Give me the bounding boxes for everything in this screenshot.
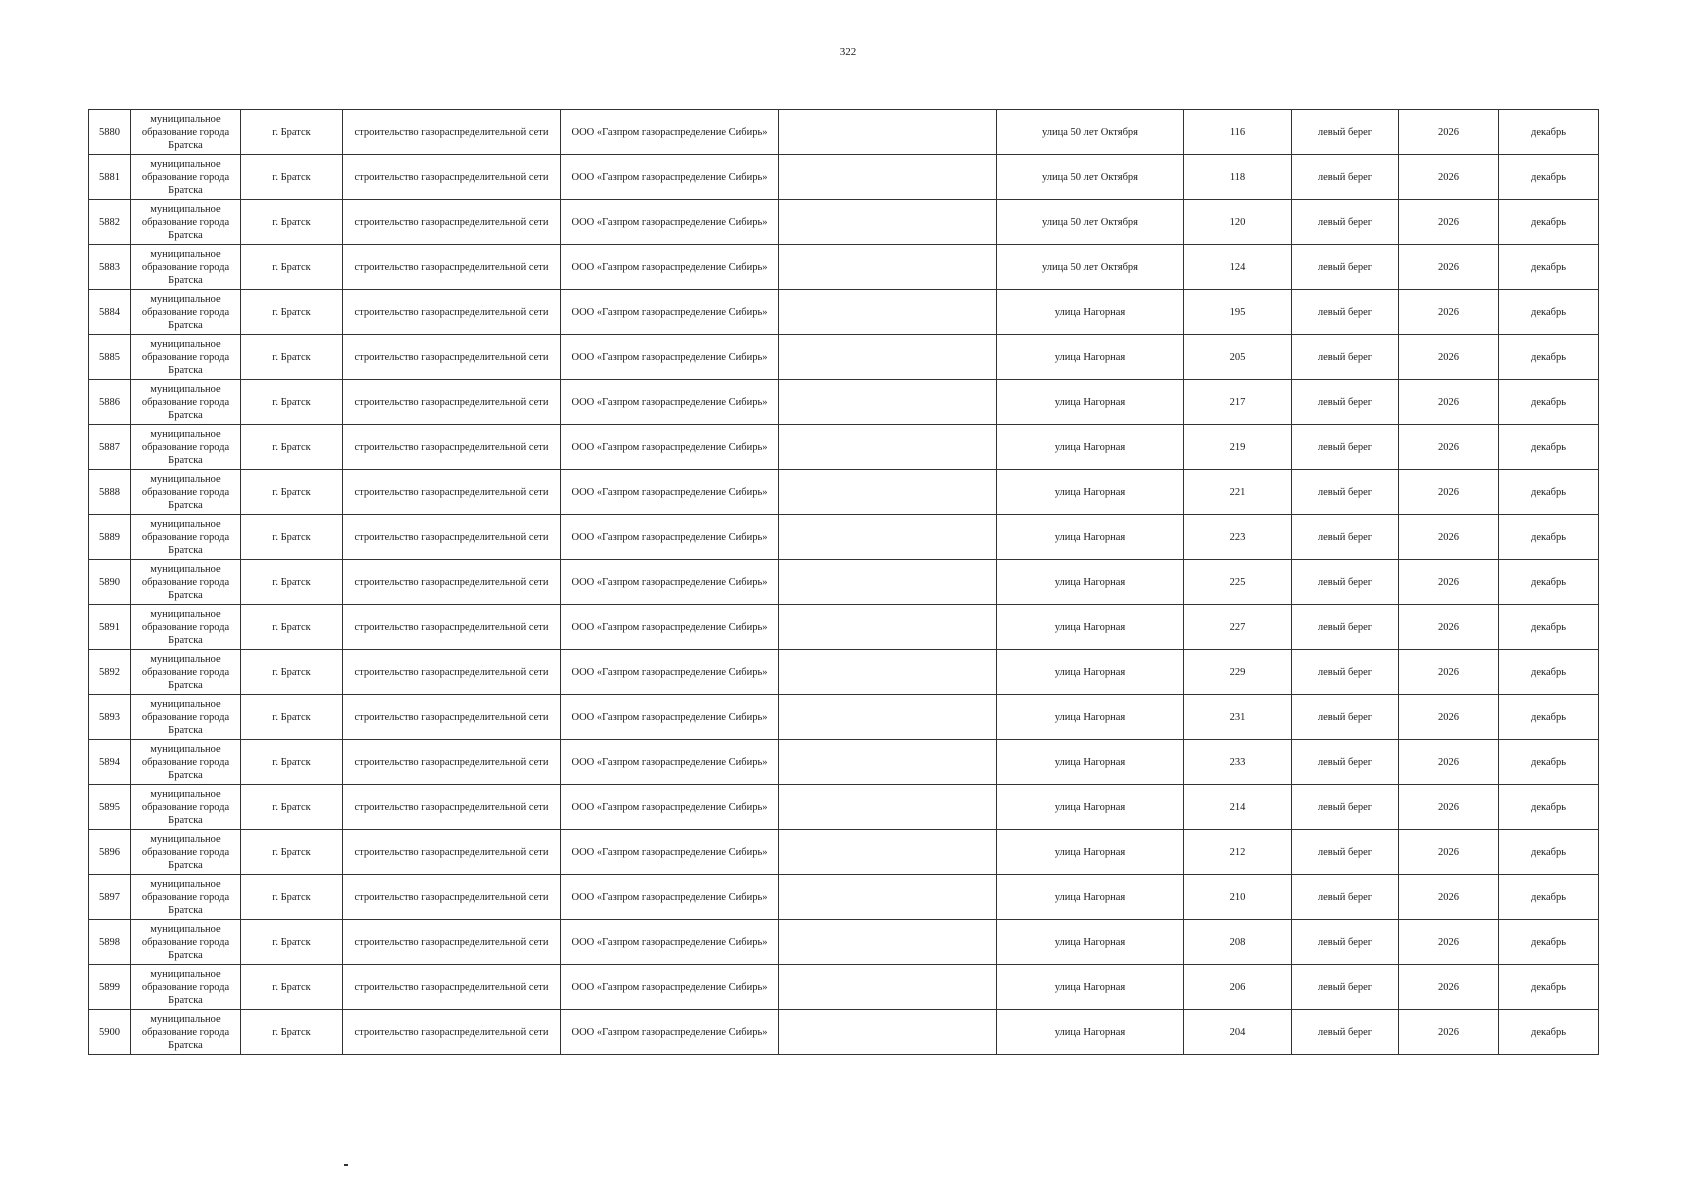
row-number-cell: 5880 (89, 110, 131, 155)
row-number-cell: 5894 (89, 740, 131, 785)
month-cell: декабрь (1499, 245, 1599, 290)
city-cell: г. Братск (241, 515, 343, 560)
table-row (89, 875, 1599, 920)
empty-cell (779, 965, 997, 1010)
house-number-cell: 206 (1184, 965, 1292, 1010)
city-cell: г. Братск (241, 740, 343, 785)
table-row (89, 110, 1599, 155)
empty-cell (779, 155, 997, 200)
municipality-cell: муниципальное образование города Братска (131, 830, 241, 875)
district-cell: левый берег (1292, 200, 1399, 245)
table-row (89, 155, 1599, 200)
month-cell: декабрь (1499, 560, 1599, 605)
organization-cell: ООО «Газпром газораспределение Сибирь» (561, 785, 779, 830)
city-cell: г. Братск (241, 875, 343, 920)
month-cell: декабрь (1499, 200, 1599, 245)
work-type-cell: строительство газораспределительной сети (343, 650, 561, 695)
empty-cell (779, 560, 997, 605)
work-type-cell: строительство газораспределительной сети (343, 965, 561, 1010)
district-cell: левый берег (1292, 785, 1399, 830)
city-cell: г. Братск (241, 785, 343, 830)
district-cell: левый берег (1292, 965, 1399, 1010)
house-number-cell: 214 (1184, 785, 1292, 830)
municipality-cell: муниципальное образование города Братска (131, 1010, 241, 1055)
month-cell: декабрь (1499, 155, 1599, 200)
month-cell: декабрь (1499, 380, 1599, 425)
district-cell: левый берег (1292, 110, 1399, 155)
empty-cell (779, 425, 997, 470)
year-cell: 2026 (1399, 560, 1499, 605)
row-number-cell: 5885 (89, 335, 131, 380)
district-cell: левый берег (1292, 920, 1399, 965)
table-row (89, 695, 1599, 740)
month-cell: декабрь (1499, 875, 1599, 920)
work-type-cell: строительство газораспределительной сети (343, 470, 561, 515)
organization-cell: ООО «Газпром газораспределение Сибирь» (561, 830, 779, 875)
city-cell: г. Братск (241, 830, 343, 875)
street-cell: улица Нагорная (997, 290, 1184, 335)
organization-cell: ООО «Газпром газораспределение Сибирь» (561, 335, 779, 380)
municipality-cell: муниципальное образование города Братска (131, 965, 241, 1010)
organization-cell: ООО «Газпром газораспределение Сибирь» (561, 290, 779, 335)
row-number-cell: 5889 (89, 515, 131, 560)
organization-cell: ООО «Газпром газораспределение Сибирь» (561, 515, 779, 560)
empty-cell (779, 245, 997, 290)
table-row (89, 335, 1599, 380)
empty-cell (779, 830, 997, 875)
organization-cell: ООО «Газпром газораспределение Сибирь» (561, 965, 779, 1010)
table-row (89, 965, 1599, 1010)
table-row (89, 200, 1599, 245)
year-cell: 2026 (1399, 335, 1499, 380)
table-row (89, 425, 1599, 470)
street-cell: улица Нагорная (997, 875, 1184, 920)
house-number-cell: 205 (1184, 335, 1292, 380)
work-type-cell: строительство газораспределительной сети (343, 695, 561, 740)
row-number-cell: 5890 (89, 560, 131, 605)
empty-cell (779, 605, 997, 650)
year-cell: 2026 (1399, 515, 1499, 560)
work-type-cell: строительство газораспределительной сети (343, 425, 561, 470)
district-cell: левый берег (1292, 560, 1399, 605)
organization-cell: ООО «Газпром газораспределение Сибирь» (561, 920, 779, 965)
house-number-cell: 233 (1184, 740, 1292, 785)
empty-cell (779, 470, 997, 515)
city-cell: г. Братск (241, 155, 343, 200)
house-number-cell: 217 (1184, 380, 1292, 425)
street-cell: улица Нагорная (997, 1010, 1184, 1055)
page-number: 322 (839, 46, 857, 58)
year-cell: 2026 (1399, 290, 1499, 335)
year-cell: 2026 (1399, 1010, 1499, 1055)
street-cell: улица Нагорная (997, 380, 1184, 425)
house-number-cell: 231 (1184, 695, 1292, 740)
empty-cell (779, 335, 997, 380)
empty-cell (779, 515, 997, 560)
street-cell: улица Нагорная (997, 335, 1184, 380)
year-cell: 2026 (1399, 830, 1499, 875)
municipality-cell: муниципальное образование города Братска (131, 785, 241, 830)
district-cell: левый берег (1292, 290, 1399, 335)
city-cell: г. Братск (241, 605, 343, 650)
street-cell: улица Нагорная (997, 785, 1184, 830)
street-cell: улица Нагорная (997, 830, 1184, 875)
district-cell: левый берег (1292, 245, 1399, 290)
table-row (89, 830, 1599, 875)
street-cell: улица Нагорная (997, 695, 1184, 740)
house-number-cell: 210 (1184, 875, 1292, 920)
month-cell: декабрь (1499, 965, 1599, 1010)
year-cell: 2026 (1399, 470, 1499, 515)
year-cell: 2026 (1399, 875, 1499, 920)
work-type-cell: строительство газораспределительной сети (343, 380, 561, 425)
table-row (89, 1010, 1599, 1055)
organization-cell: ООО «Газпром газораспределение Сибирь» (561, 695, 779, 740)
table-row (89, 740, 1599, 785)
street-cell: улица Нагорная (997, 515, 1184, 560)
city-cell: г. Братск (241, 920, 343, 965)
table-row (89, 785, 1599, 830)
table-row (89, 290, 1599, 335)
row-number-cell: 5881 (89, 155, 131, 200)
city-cell: г. Братск (241, 290, 343, 335)
house-number-cell: 221 (1184, 470, 1292, 515)
house-number-cell: 227 (1184, 605, 1292, 650)
city-cell: г. Братск (241, 200, 343, 245)
empty-cell (779, 380, 997, 425)
city-cell: г. Братск (241, 695, 343, 740)
district-cell: левый берег (1292, 470, 1399, 515)
municipality-cell: муниципальное образование города Братска (131, 290, 241, 335)
municipality-cell: муниципальное образование города Братска (131, 155, 241, 200)
year-cell: 2026 (1399, 380, 1499, 425)
city-cell: г. Братск (241, 650, 343, 695)
city-cell: г. Братск (241, 965, 343, 1010)
year-cell: 2026 (1399, 425, 1499, 470)
work-type-cell: строительство газораспределительной сети (343, 515, 561, 560)
row-number-cell: 5882 (89, 200, 131, 245)
year-cell: 2026 (1399, 920, 1499, 965)
empty-cell (779, 740, 997, 785)
house-number-cell: 219 (1184, 425, 1292, 470)
house-number-cell: 204 (1184, 1010, 1292, 1055)
empty-cell (779, 785, 997, 830)
month-cell: декабрь (1499, 830, 1599, 875)
organization-cell: ООО «Газпром газораспределение Сибирь» (561, 380, 779, 425)
organization-cell: ООО «Газпром газораспределение Сибирь» (561, 110, 779, 155)
organization-cell: ООО «Газпром газораспределение Сибирь» (561, 560, 779, 605)
row-number-cell: 5883 (89, 245, 131, 290)
house-number-cell: 212 (1184, 830, 1292, 875)
street-cell: улица Нагорная (997, 470, 1184, 515)
municipality-cell: муниципальное образование города Братска (131, 335, 241, 380)
district-cell: левый берег (1292, 650, 1399, 695)
house-number-cell: 208 (1184, 920, 1292, 965)
work-type-cell: строительство газораспределительной сети (343, 920, 561, 965)
year-cell: 2026 (1399, 155, 1499, 200)
row-number-cell: 5892 (89, 650, 131, 695)
organization-cell: ООО «Газпром газораспределение Сибирь» (561, 155, 779, 200)
organization-cell: ООО «Газпром газораспределение Сибирь» (561, 1010, 779, 1055)
stray-mark (344, 1164, 348, 1166)
month-cell: декабрь (1499, 470, 1599, 515)
table-row (89, 470, 1599, 515)
work-type-cell: строительство газораспределительной сети (343, 290, 561, 335)
year-cell: 2026 (1399, 110, 1499, 155)
city-cell: г. Братск (241, 560, 343, 605)
work-type-cell: строительство газораспределительной сети (343, 200, 561, 245)
work-type-cell: строительство газораспределительной сети (343, 740, 561, 785)
work-type-cell: строительство газораспределительной сети (343, 1010, 561, 1055)
street-cell: улица 50 лет Октября (997, 200, 1184, 245)
month-cell: декабрь (1499, 785, 1599, 830)
city-cell: г. Братск (241, 335, 343, 380)
empty-cell (779, 110, 997, 155)
street-cell: улица Нагорная (997, 605, 1184, 650)
table-row (89, 560, 1599, 605)
street-cell: улица Нагорная (997, 965, 1184, 1010)
row-number-cell: 5893 (89, 695, 131, 740)
month-cell: декабрь (1499, 920, 1599, 965)
work-type-cell: строительство газораспределительной сети (343, 830, 561, 875)
year-cell: 2026 (1399, 650, 1499, 695)
district-cell: левый берег (1292, 515, 1399, 560)
organization-cell: ООО «Газпром газораспределение Сибирь» (561, 875, 779, 920)
organization-cell: ООО «Газпром газораспределение Сибирь» (561, 200, 779, 245)
organization-cell: ООО «Газпром газораспределение Сибирь» (561, 650, 779, 695)
work-type-cell: строительство газораспределительной сети (343, 785, 561, 830)
organization-cell: ООО «Газпром газораспределение Сибирь» (561, 605, 779, 650)
table-row (89, 920, 1599, 965)
district-cell: левый берег (1292, 605, 1399, 650)
organization-cell: ООО «Газпром газораспределение Сибирь» (561, 470, 779, 515)
year-cell: 2026 (1399, 965, 1499, 1010)
table-row (89, 380, 1599, 425)
month-cell: декабрь (1499, 290, 1599, 335)
street-cell: улица 50 лет Октября (997, 110, 1184, 155)
row-number-cell: 5895 (89, 785, 131, 830)
year-cell: 2026 (1399, 605, 1499, 650)
municipality-cell: муниципальное образование города Братска (131, 695, 241, 740)
table-body (89, 110, 1599, 1055)
month-cell: декабрь (1499, 335, 1599, 380)
municipality-cell: муниципальное образование города Братска (131, 875, 241, 920)
municipality-cell: муниципальное образование города Братска (131, 110, 241, 155)
empty-cell (779, 1010, 997, 1055)
street-cell: улица Нагорная (997, 920, 1184, 965)
table-row (89, 605, 1599, 650)
year-cell: 2026 (1399, 200, 1499, 245)
street-cell: улица Нагорная (997, 650, 1184, 695)
district-cell: левый берег (1292, 695, 1399, 740)
house-number-cell: 124 (1184, 245, 1292, 290)
month-cell: декабрь (1499, 425, 1599, 470)
street-cell: улица 50 лет Октября (997, 245, 1184, 290)
city-cell: г. Братск (241, 1010, 343, 1055)
municipality-cell: муниципальное образование города Братска (131, 200, 241, 245)
work-type-cell: строительство газораспределительной сети (343, 335, 561, 380)
row-number-cell: 5897 (89, 875, 131, 920)
empty-cell (779, 695, 997, 740)
city-cell: г. Братск (241, 380, 343, 425)
row-number-cell: 5887 (89, 425, 131, 470)
work-type-cell: строительство газораспределительной сети (343, 155, 561, 200)
work-type-cell: строительство газораспределительной сети (343, 605, 561, 650)
municipality-cell: муниципальное образование города Братска (131, 560, 241, 605)
row-number-cell: 5899 (89, 965, 131, 1010)
street-cell: улица Нагорная (997, 740, 1184, 785)
municipality-cell: муниципальное образование города Братска (131, 470, 241, 515)
table-row (89, 650, 1599, 695)
district-cell: левый берег (1292, 830, 1399, 875)
empty-cell (779, 920, 997, 965)
municipality-cell: муниципальное образование города Братска (131, 920, 241, 965)
month-cell: декабрь (1499, 515, 1599, 560)
work-type-cell: строительство газораспределительной сети (343, 245, 561, 290)
municipality-cell: муниципальное образование города Братска (131, 245, 241, 290)
street-cell: улица Нагорная (997, 425, 1184, 470)
row-number-cell: 5888 (89, 470, 131, 515)
empty-cell (779, 650, 997, 695)
district-cell: левый берег (1292, 875, 1399, 920)
house-number-cell: 223 (1184, 515, 1292, 560)
empty-cell (779, 875, 997, 920)
month-cell: декабрь (1499, 110, 1599, 155)
table-row (89, 515, 1599, 560)
year-cell: 2026 (1399, 785, 1499, 830)
month-cell: декабрь (1499, 1010, 1599, 1055)
district-cell: левый берег (1292, 740, 1399, 785)
district-cell: левый берег (1292, 335, 1399, 380)
row-number-cell: 5896 (89, 830, 131, 875)
row-number-cell: 5886 (89, 380, 131, 425)
month-cell: декабрь (1499, 740, 1599, 785)
municipality-cell: муниципальное образование города Братска (131, 650, 241, 695)
row-number-cell: 5900 (89, 1010, 131, 1055)
district-cell: левый берег (1292, 425, 1399, 470)
municipality-cell: муниципальное образование города Братска (131, 515, 241, 560)
house-number-cell: 120 (1184, 200, 1292, 245)
city-cell: г. Братск (241, 425, 343, 470)
row-number-cell: 5898 (89, 920, 131, 965)
house-number-cell: 229 (1184, 650, 1292, 695)
month-cell: декабрь (1499, 695, 1599, 740)
district-cell: левый берег (1292, 155, 1399, 200)
municipality-cell: муниципальное образование города Братска (131, 380, 241, 425)
street-cell: улица 50 лет Октября (997, 155, 1184, 200)
house-number-cell: 195 (1184, 290, 1292, 335)
street-cell: улица Нагорная (997, 560, 1184, 605)
organization-cell: ООО «Газпром газораспределение Сибирь» (561, 740, 779, 785)
work-type-cell: строительство газораспределительной сети (343, 110, 561, 155)
empty-cell (779, 200, 997, 245)
year-cell: 2026 (1399, 740, 1499, 785)
house-number-cell: 225 (1184, 560, 1292, 605)
month-cell: декабрь (1499, 605, 1599, 650)
register-table (88, 109, 1599, 1055)
empty-cell (779, 290, 997, 335)
work-type-cell: строительство газораспределительной сети (343, 560, 561, 605)
work-type-cell: строительство газораспределительной сети (343, 875, 561, 920)
organization-cell: ООО «Газпром газораспределение Сибирь» (561, 425, 779, 470)
city-cell: г. Братск (241, 110, 343, 155)
row-number-cell: 5884 (89, 290, 131, 335)
municipality-cell: муниципальное образование города Братска (131, 425, 241, 470)
year-cell: 2026 (1399, 245, 1499, 290)
district-cell: левый берег (1292, 1010, 1399, 1055)
organization-cell: ООО «Газпром газораспределение Сибирь» (561, 245, 779, 290)
city-cell: г. Братск (241, 470, 343, 515)
municipality-cell: муниципальное образование города Братска (131, 605, 241, 650)
house-number-cell: 116 (1184, 110, 1292, 155)
district-cell: левый берег (1292, 380, 1399, 425)
municipality-cell: муниципальное образование города Братска (131, 740, 241, 785)
city-cell: г. Братск (241, 245, 343, 290)
year-cell: 2026 (1399, 695, 1499, 740)
row-number-cell: 5891 (89, 605, 131, 650)
table-row (89, 245, 1599, 290)
house-number-cell: 118 (1184, 155, 1292, 200)
month-cell: декабрь (1499, 650, 1599, 695)
